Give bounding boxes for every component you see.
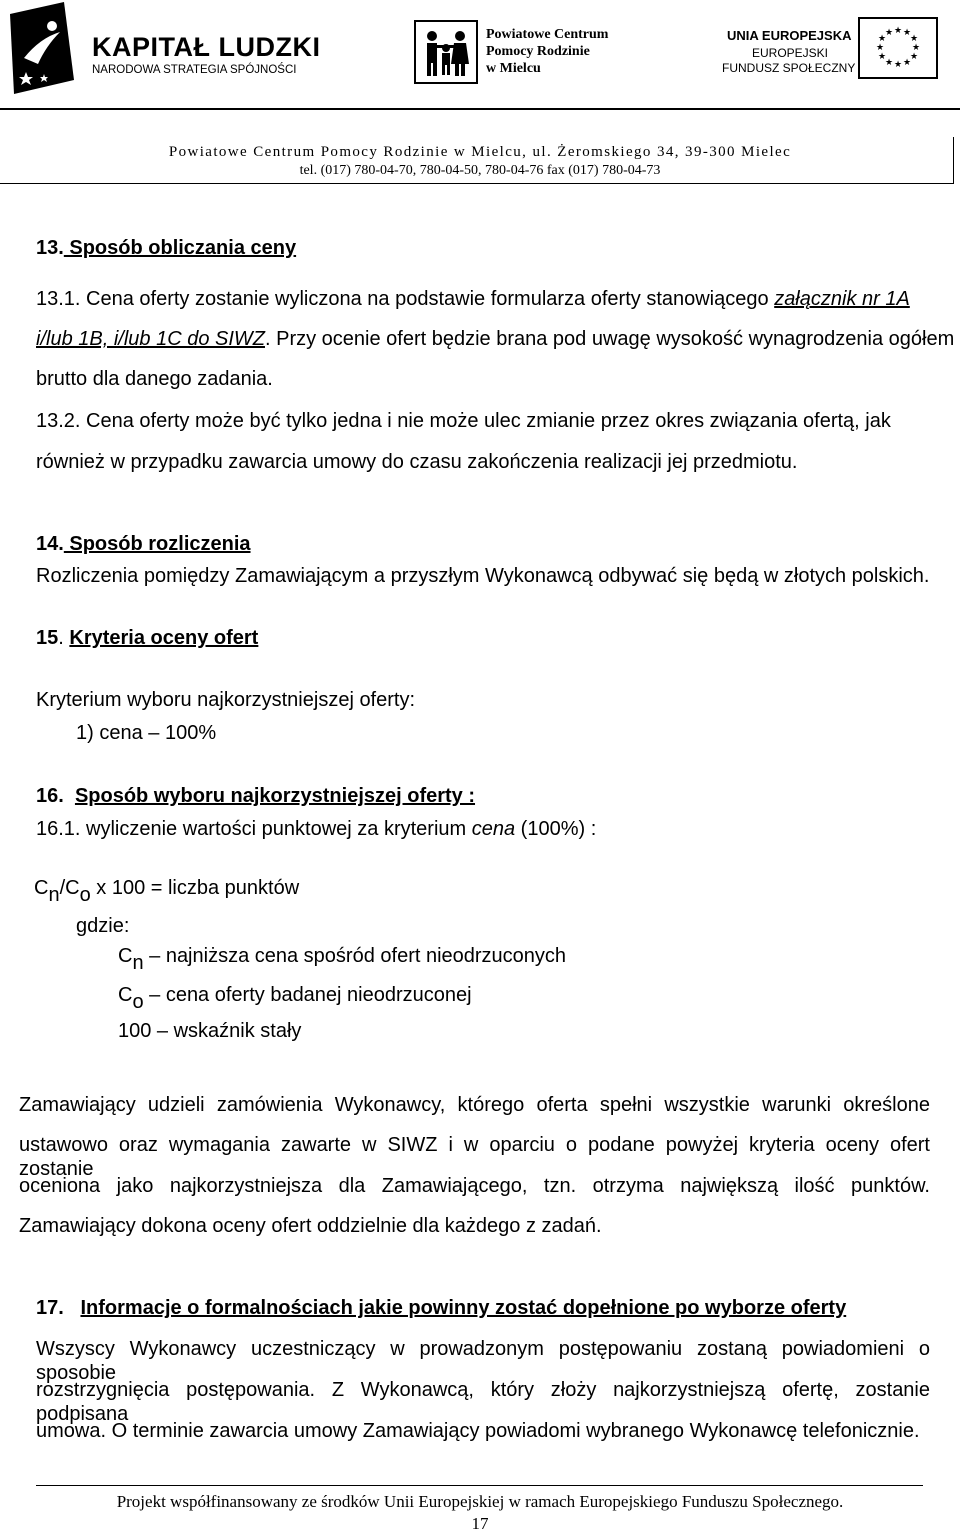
eu-name-line2: EUROPEJSKI (752, 46, 829, 60)
svg-text:★: ★ (893, 26, 903, 36)
footer-rule (36, 1485, 923, 1486)
para-13-1-line3: brutto dla danego zadania. (36, 368, 273, 390)
where-label: gdzie: (76, 915, 130, 937)
definition-100: 100 – wskaźnik stały (118, 1020, 302, 1042)
page-number: 17 (471, 1514, 489, 1533)
para-13-2-line1: 13.2. Cena oferty może być tylko jedna i nie może ulec zmianie przez okres związania ofertą, jak (36, 410, 891, 432)
eu-flag-icon (858, 17, 938, 79)
pcpr-name-line2: Pomocy Rodzinie (486, 44, 590, 59)
svg-text:★: ★ (877, 52, 887, 62)
para-16-1 (36, 817, 596, 841)
pcpr-name-line3: w Mielcu (486, 61, 541, 76)
award-para-line4: Zamawiający dokona oceny ofert oddzielnie dla każdego z zadań. (19, 1215, 602, 1237)
definition-co-text: – cena oferty badanej nieodrzuconej (143, 984, 472, 1006)
phone-line: tel. (017) 780-04-70, 780-04-50, 780-04-76 fax (017) 780-04-73 (299, 163, 661, 178)
award-para-line2: ustawowo oraz wymagania zawarte w SIWZ i w oparciu o podane powyżej kryteria oceny ofert zostanie (19, 1134, 930, 1180)
para-13-1-text: 13.1. Cena oferty zostanie wyliczona na podstawie formularza oferty stanowiącego (36, 288, 775, 310)
address-line: Powiatowe Centrum Pomocy Rodzinie w Mielcu, ul. Żeromskiego 34, 39-300 Mielec (168, 144, 792, 160)
section-17-title: Informacje o formalnościach jakie powinny zostać dopełnione po wyborze oferty (80, 1297, 847, 1319)
header-rule (0, 108, 960, 110)
scoring-formula (34, 876, 300, 906)
formula-c: C (34, 877, 49, 899)
formula-sub-o: o (79, 884, 91, 906)
section-14-title: Sposób rozliczenia (63, 533, 251, 555)
para-16-1-criterion: cena (471, 818, 516, 840)
kapital-ludzki-title: KAPITAŁ LUDZKI (92, 32, 321, 62)
section-14-body: Rozliczenia pomiędzy Zamawiającym a przyszłym Wykonawcą odbywać się będą w złotych polskich. (36, 565, 930, 587)
section-17-number: 17. (36, 1297, 64, 1319)
section-16-title: Sposób wyboru najkorzystniejszej oferty : (74, 785, 476, 807)
svg-text:★: ★ (902, 28, 912, 38)
svg-text:★: ★ (911, 43, 921, 53)
footer-funding-note: Projekt współfinansowany ze środków Unii Europejskiej w ramach Europejskiego Funduszu Społecznego. (116, 1492, 844, 1511)
definition-cn (118, 944, 567, 974)
para-13-2-line2: również w przypadku zawarcia umowy do czasu zakończenia realizacji jej przedmiotu. (36, 451, 798, 473)
section-13-number: 13. (36, 237, 64, 259)
section-13-heading (36, 236, 296, 260)
para-16-1-percent: (100%) : (515, 818, 597, 840)
section-16-heading (36, 784, 475, 808)
svg-text:★: ★ (884, 58, 894, 68)
section-17-line1: Wszyscy Wykonawcy uczestniczący w prowadzonym postępowaniu zostaną powiadomieni o sposobie (36, 1338, 930, 1384)
pcpr-name-line1: Powiatowe Centrum (486, 27, 609, 42)
svg-text:★: ★ (909, 52, 919, 62)
svg-text:★: ★ (909, 34, 919, 44)
header (0, 0, 960, 190)
kapital-ludzki-subtitle: NARODOWA STRATEGIA SPÓJNOŚCI (92, 64, 297, 76)
definition-cn-symbol: C (118, 945, 133, 967)
section-17-line2: rozstrzygnięcia postępowania. Z Wykonawcą, który złoży najkorzystniejszą ofertę, zostanie podpisana (36, 1379, 930, 1425)
para-13-1-line2 (36, 327, 954, 351)
eu-name-line1: UNIA EUROPEJSKA (727, 28, 852, 43)
attachment-reference: załącznik nr 1A (774, 288, 910, 310)
section-15-dot: . (58, 627, 70, 649)
section-15-title: Kryteria oceny ofert (69, 627, 259, 649)
section-17-heading (36, 1296, 846, 1320)
para-16-1-text: 16.1. wyliczenie wartości punktowej za kryterium (36, 818, 472, 840)
section-14-heading (36, 532, 251, 556)
criterion-label: Kryterium wyboru najkorzystniejszej oferty: (36, 689, 416, 711)
para-13-1-text-cont: . Przy ocenie ofert będzie brana pod uwagę wysokość wynagrodzenia ogółem (264, 328, 955, 350)
section-17-line3: umowa. O terminie zawarcia umowy Zamawiający powiadomi wybranego Wykonawcę telefonicznie. (36, 1420, 920, 1442)
attachment-reference-cont: i/lub 1B, i/lub 1C do SIWZ (36, 328, 265, 350)
definition-cn-text: – najniższa cena spośród ofert nieodrzuconych (143, 945, 567, 967)
formula-rest: x 100 = liczba punktów (90, 877, 300, 899)
formula-slash-c: /C (59, 877, 80, 899)
pcpr-logo-box (414, 20, 478, 84)
definition-co-symbol: C (118, 984, 133, 1006)
svg-text:★: ★ (877, 34, 887, 44)
svg-text:★: ★ (875, 43, 885, 53)
definition-co (118, 983, 472, 1013)
svg-text:★: ★ (893, 60, 903, 70)
family-icon (416, 22, 476, 82)
formula-sub-n: n (48, 884, 60, 906)
kapital-ludzki-logo (4, 2, 82, 94)
section-13-title: Sposób obliczania ceny (63, 237, 297, 259)
award-para-line3: oceniona jako najkorzystniejsza dla Zamawiającego, tzn. otrzyma największą ilość punktów. (19, 1175, 930, 1197)
section-15-heading (36, 626, 258, 650)
para-13-1-line1 (36, 287, 931, 311)
eu-name-line3: FUNDUSZ SPOŁECZNY (722, 61, 856, 75)
definition-cn-sub: n (132, 952, 144, 974)
svg-text:★: ★ (902, 58, 912, 68)
award-para-line1: Zamawiający udzieli zamówienia Wykonawcy, którego oferta spełni wszystkie warunki określone (19, 1094, 930, 1116)
svg-text:★: ★ (884, 28, 894, 38)
criterion-item-price: 1) cena – 100% (76, 722, 217, 744)
section-15-number: 15 (36, 627, 59, 649)
section-16-number: 16. (36, 785, 64, 807)
section-14-number: 14. (36, 533, 64, 555)
definition-co-sub: o (132, 991, 144, 1013)
